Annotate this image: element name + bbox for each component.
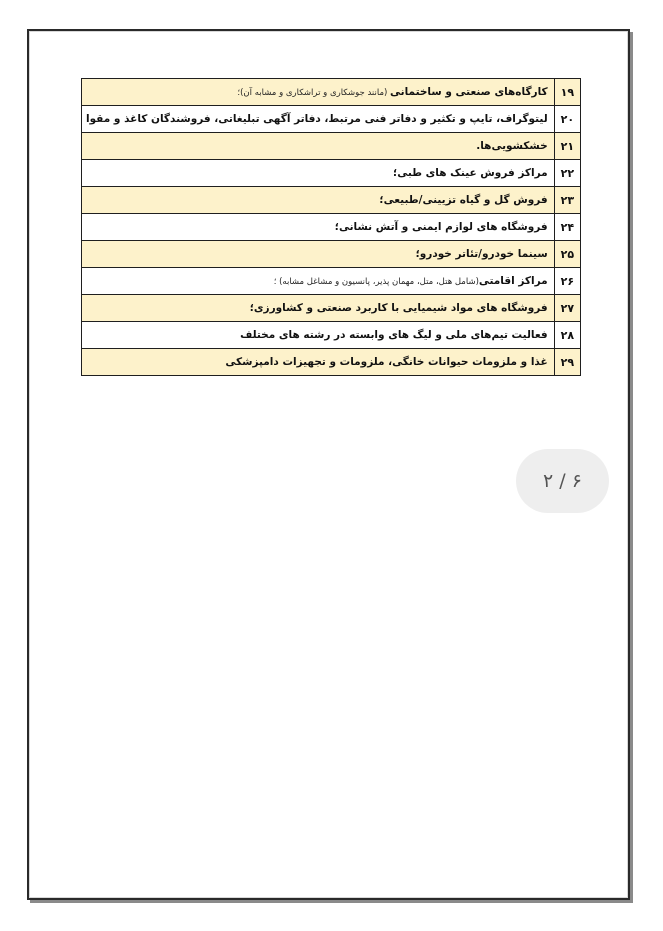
row-description [82, 241, 555, 268]
row-main-text: فعالیت تیم‌های ملی و لیگ های وابسته در رشته های مختلف [240, 329, 548, 341]
row-description [82, 268, 555, 295]
row-main-text: مراکز اقامتی [478, 275, 548, 287]
row-description [82, 79, 555, 106]
row-number: ۲۳ [554, 187, 580, 214]
row-main-text: لیتوگراف، تایپ و تکثیر و دفاتر فنی مرتبط، دفاتر آگهی تبلیغاتی، فروشندگان کاغذ و مقوا [86, 113, 548, 125]
table-row [82, 187, 581, 214]
row-number: ۲۸ [554, 322, 580, 349]
table-row [82, 133, 581, 160]
table-row [82, 295, 581, 322]
table-row [82, 160, 581, 187]
row-description [82, 133, 555, 160]
page-number-badge [516, 449, 609, 513]
row-main-text: کارگاه‌های صنعتی و ساختمانی [390, 86, 548, 98]
table-row [82, 241, 581, 268]
table-row [82, 106, 581, 133]
page-number-text: ۶ / ۲ [543, 470, 582, 492]
row-number: ۲۱ [554, 133, 580, 160]
table-row [82, 322, 581, 349]
row-main-text: مراکز فروش عینک های طبی؛ [393, 167, 548, 179]
row-main-text: فروشگاه های مواد شیمیایی با کاربرد صنعتی و کشاورزی؛ [249, 302, 548, 314]
table-row [82, 349, 581, 376]
table-row [82, 79, 581, 106]
row-note-text: (شامل هتل، متل، مهمان پذیر، پانسیون و مشاغل مشابه) ؛ [273, 277, 479, 287]
row-main-text: فروشگاه های لوازم ایمنی و آتش نشانی؛ [334, 221, 548, 233]
row-number: ۲۶ [554, 268, 580, 295]
row-number: ۲۷ [554, 295, 580, 322]
row-main-text: خشکشویی‌ها. [476, 140, 548, 152]
row-number: ۲۴ [554, 214, 580, 241]
table-row [82, 268, 581, 295]
row-number: ۲۰ [554, 106, 580, 133]
row-description [82, 322, 555, 349]
row-number: ۱۹ [554, 79, 580, 106]
row-description [82, 349, 555, 376]
row-description [82, 160, 555, 187]
row-main-text: سینما خودرو/تئاتر خودرو؛ [415, 248, 548, 260]
row-description [82, 214, 555, 241]
row-description [82, 106, 555, 133]
row-description [82, 187, 555, 214]
row-main-text: فروش گل و گیاه تزیینی/طبیعی؛ [379, 194, 548, 206]
row-description [82, 295, 555, 322]
activities-table [81, 78, 581, 376]
row-number: ۲۲ [554, 160, 580, 187]
row-number: ۲۹ [554, 349, 580, 376]
row-note-text: (مانند جوشکاری و تراشکاری و مشابه آن)؛ [237, 88, 391, 98]
row-number: ۲۵ [554, 241, 580, 268]
table-row [82, 214, 581, 241]
row-main-text: غذا و ملزومات حیوانات خانگی، ملزومات و تجهیزات دامپزشکی [225, 356, 548, 368]
